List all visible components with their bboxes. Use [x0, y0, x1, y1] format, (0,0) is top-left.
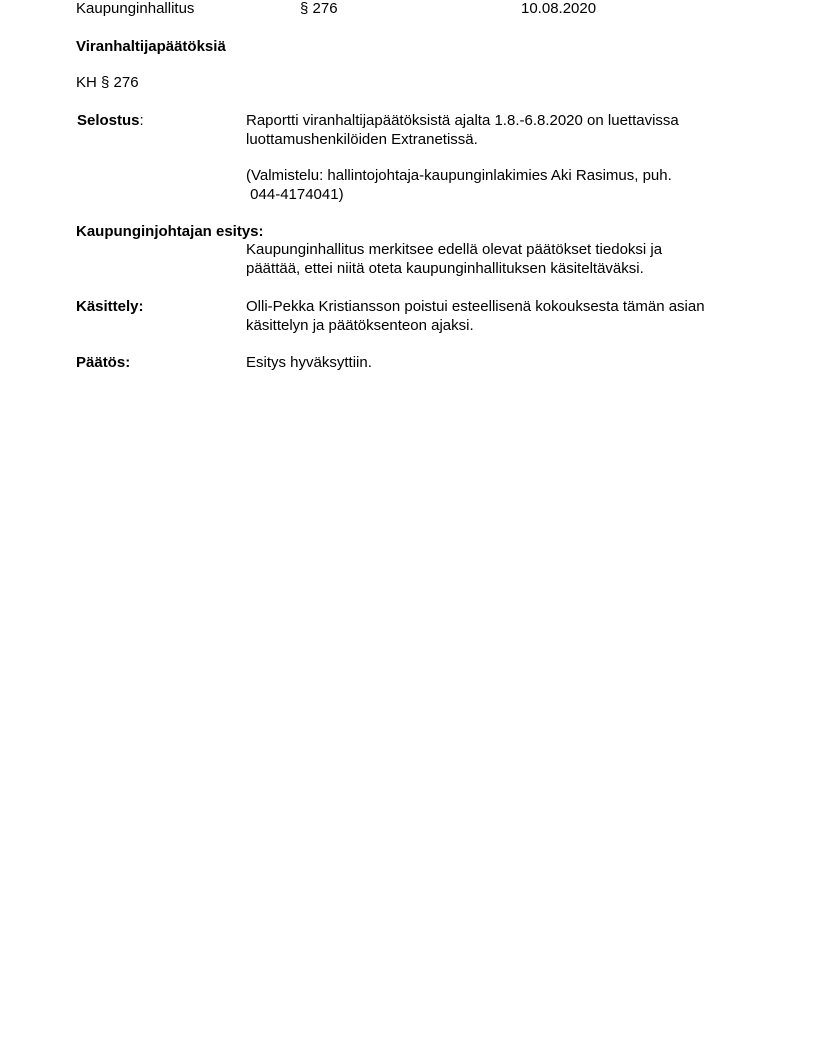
esitys-line: päättää, ettei niitä oteta kaupunginhallituksen käsiteltäväksi. — [246, 260, 644, 277]
esitys-label: Kaupunginjohtajan esitys: — [76, 223, 264, 240]
paatos-label: Päätös: — [76, 354, 131, 371]
selostus-preparer — [246, 166, 766, 204]
esitys-text — [246, 240, 766, 278]
header-date: 10.08.2020 — [521, 0, 597, 17]
header-section-number: § 276 — [300, 0, 338, 17]
selostus-line: Raportti viranhaltijapäätöksistä ajalta 1.8.-6.8.2020 on luettavissa — [246, 112, 679, 129]
kasittely-text — [246, 297, 766, 335]
kasittely-line: käsittelyn ja päätöksenteon ajaksi. — [246, 317, 474, 334]
paatos-text: Esitys hyväksyttiin. — [246, 354, 372, 371]
section-reference: KH § 276 — [76, 74, 139, 91]
preparer-line: (Valmistelu: hallintojohtaja-kaupunginlakimies Aki Rasimus, puh. — [246, 167, 672, 184]
esitys-line: Kaupunginhallitus merkitsee edellä olevat päätökset tiedoksi ja — [246, 241, 663, 258]
selostus-label-wrapper — [77, 111, 144, 130]
selostus-text — [246, 111, 766, 149]
kasittely-label: Käsittely: — [76, 298, 144, 315]
preparer-line: 044-4174041) — [246, 186, 344, 203]
header-body-name: Kaupunginhallitus — [76, 0, 195, 17]
selostus-colon: : — [139, 112, 144, 129]
kasittely-line: Olli-Pekka Kristiansson poistui esteellisenä kokouksesta tämän asian — [246, 298, 705, 315]
selostus-line: luottamushenkilöiden Extranetissä. — [246, 131, 478, 148]
selostus-label: Selostus — [77, 112, 140, 129]
page-title: Viranhaltijapäätöksiä — [76, 38, 226, 55]
